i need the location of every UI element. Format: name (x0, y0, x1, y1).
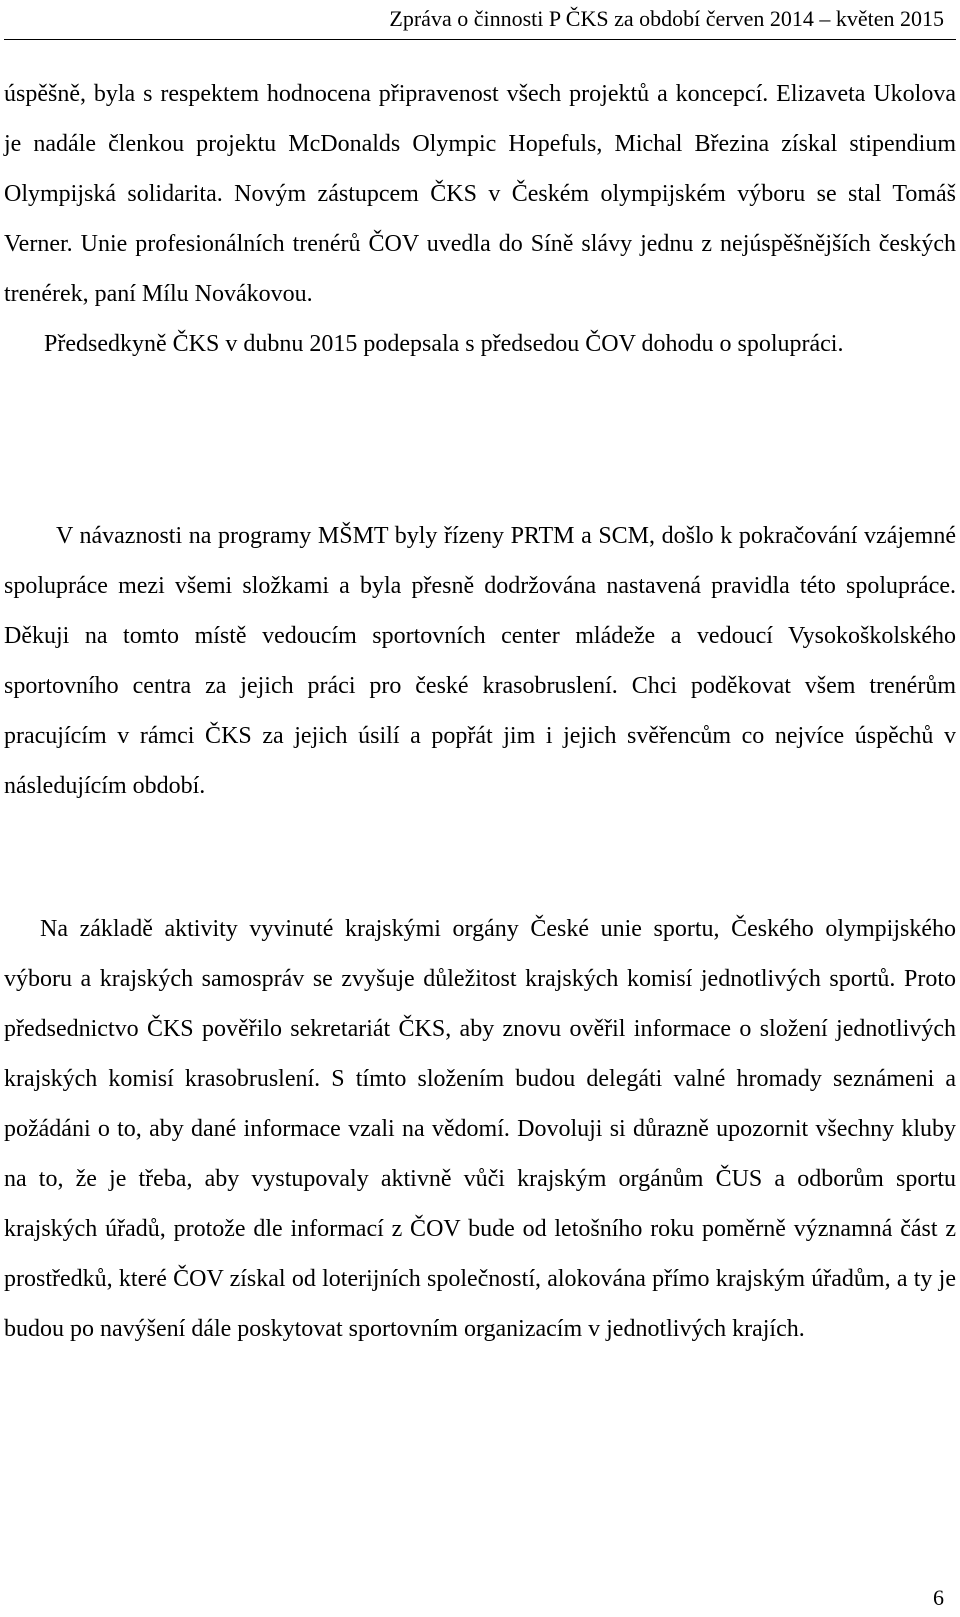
paragraph-cov-agreement: Předsedkyně ČKS v dubnu 2015 podepsala s předsedou ČOV dohodu o spolupráci. (44, 331, 844, 357)
page-number: 6 (933, 1585, 944, 1610)
paragraph-msmt-programs: V návaznosti na programy MŠMT byly řízeny PRTM a SCM, došlo k pokračování vzájemné spolupráce mezi všemi složkami a byla přesně dodržována nastavená pravidla této spolupráce. Děkuji na tomto místě vedoucím sportovních center mládeže a vedoucí Vysokoškolského sportovního centra za jejich práci pro české krasobruslení. Chci poděkovat všem trenérům pracujícím v rámci ČKS za jejich úsilí a popřát jim i jejich svěřencům co nejvíce úspěchů v následujícím období. (4, 523, 956, 799)
paragraph-olympic-projects: úspěšně, byla s respektem hodnocena připravenost všech projektů a koncepcí. Elizaveta Ukolova je nadále členkou projektu McDonalds Olympic Hopefuls, Michal Březina získal stipendium Olympijská solidarita. Novým zástupcem ČKS v Českém olympijském výboru se stal Tomáš Verner. Unie profesionálních trenérů ČOV uvedla do Síně slávy jednu z nejúspěšnějších českých trenérek, paní Mílu Novákovou. (4, 81, 956, 307)
header-divider (4, 39, 956, 40)
page-header-title: Zpráva o činnosti P ČKS za období červen 2014 – květen 2015 (389, 6, 944, 31)
paragraph-regional-commissions: Na základě aktivity vyvinuté krajskými orgány České unie sportu, Českého olympijského výboru a krajských samospráv se zvyšuje důležitost krajských komisí jednotlivých sportů. Proto předsednictvo ČKS pověřilo sekretariát ČKS, aby znovu ověřil informace o složení jednotlivých krajských komisí krasobruslení. S tímto složením budou delegáti valné hromady seznámeni a požádáni o to, aby dané informace vzali na vědomí. Dovoluji si důrazně upozornit všechny kluby na to, že je třeba, aby vystupovaly aktivně vůči krajským orgánům ČUS a odborům sportu krajských úřadů, protože dle informací z ČOV bude od letošního roku poměrně významná část z prostředků, které ČOV získal od loterijních společností, alokována přímo krajským úřadům, a ty je budou po navýšení dále poskytovat sportovním organizacím v jednotlivých krajích. (4, 916, 956, 1342)
